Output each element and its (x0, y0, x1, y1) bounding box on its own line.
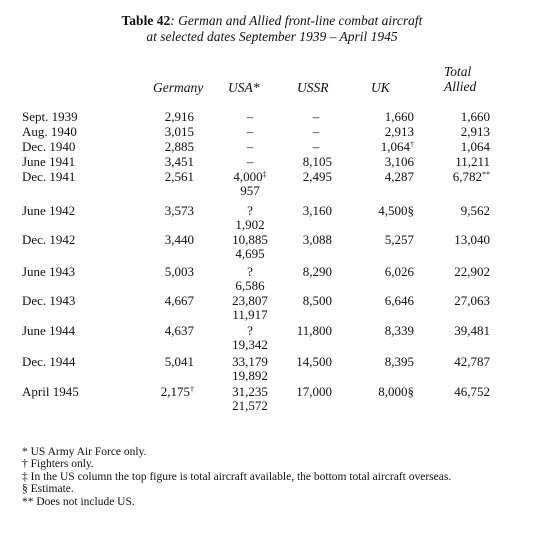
row-date (22, 265, 75, 278)
cell-usa-value: ? (247, 323, 253, 338)
cell-usa-value: ? (247, 264, 253, 279)
row-date-value: June 1942 (22, 203, 76, 218)
cell-uk (344, 155, 414, 168)
cell-uk-value: 2,913 (384, 124, 414, 139)
row-date-value: June 1941 (22, 154, 76, 169)
cell-uk-value: 1,064 (380, 139, 410, 154)
cell-uk (344, 324, 414, 337)
cell-total-footnote-mark: ** (482, 170, 490, 179)
cell-total (420, 140, 490, 153)
row-date-value: April 1945 (22, 384, 79, 399)
cell-germany (124, 265, 194, 278)
cell-total-value: 39,481 (454, 323, 490, 338)
cell-germany (124, 355, 194, 368)
cell-uk-value: 4,500§ (378, 203, 414, 218)
row-date-value: Dec. 1940 (22, 139, 76, 154)
cell-usa (210, 247, 290, 260)
cell-total-value: 11,211 (455, 154, 490, 169)
cell-uk (344, 125, 414, 138)
cell-ussr-value: – (312, 109, 320, 124)
cell-uk-value: 8,395 (384, 354, 414, 369)
cell-uk (344, 265, 414, 278)
row-date (22, 233, 75, 246)
cell-usa-footnote-mark: ‡ (262, 170, 267, 179)
cell-total (420, 170, 490, 183)
footnote-us-column: ‡ In the US column the top figure is total aircraft available, the bottom total aircraft overseas. (22, 470, 452, 483)
cell-germany-value: 5,041 (164, 354, 194, 369)
cell-uk (344, 233, 414, 246)
cell-total (420, 324, 490, 337)
row-date-value: Dec. 1944 (22, 354, 76, 369)
row-date (22, 125, 77, 138)
cell-germany-value: 3,015 (164, 124, 194, 139)
cell-usa (210, 369, 290, 382)
row-date (22, 385, 79, 398)
cell-ussr-value: 17,000 (296, 384, 332, 399)
row-date (22, 110, 78, 123)
row-date (22, 170, 75, 183)
cell-uk-value: 1,660 (384, 109, 414, 124)
cell-ussr-value: 8,500 (302, 293, 332, 308)
cell-usa (210, 279, 290, 292)
cell-ussr-value: 3,088 (302, 232, 332, 247)
cell-total-value: 46,752 (454, 384, 490, 399)
footnote-estimate: § Estimate. (22, 483, 74, 496)
cell-usa-value: – (246, 124, 254, 139)
cell-uk-value: 4,287 (384, 169, 414, 184)
cell-germany-value: 2,885 (164, 139, 194, 154)
cell-ussr-value: – (312, 124, 320, 139)
cell-uk (344, 140, 414, 153)
cell-germany (124, 385, 194, 398)
row-date-value: Dec. 1941 (22, 169, 76, 184)
cell-ussr (262, 294, 332, 307)
cell-germany (124, 324, 194, 337)
cell-ussr (262, 204, 332, 217)
cell-germany-value: 4,637 (164, 323, 194, 338)
cell-uk-value: 6,026 (384, 264, 414, 279)
header-usa: USA* (228, 80, 260, 95)
cell-total (420, 155, 490, 168)
row-date-value: Dec. 1942 (22, 232, 76, 247)
cell-ussr (296, 140, 336, 153)
cell-usa-value: 4,000 (233, 169, 263, 184)
cell-ussr-value: 3,160 (302, 203, 332, 218)
cell-usa-value: – (246, 139, 254, 154)
cell-germany-value: 3,573 (164, 203, 194, 218)
cell-usa-value: – (246, 154, 254, 169)
cell-usa (210, 399, 290, 412)
cell-usa (210, 140, 290, 153)
cell-germany (124, 170, 194, 183)
row-date-value: June 1944 (22, 323, 76, 338)
cell-uk (344, 170, 414, 183)
table-number: Table 42 (121, 13, 171, 28)
table-title-line2: at selected dates September 1939 – April 1945 (146, 29, 398, 44)
cell-uk-value: 8,339 (384, 323, 414, 338)
footnote-usaaf: * US Army Air Force only. (22, 446, 147, 458)
row-date-value: June 1943 (22, 264, 76, 279)
cell-total (420, 355, 490, 368)
cell-germany-value: 3,451 (164, 154, 194, 169)
cell-germany-value: 4,667 (164, 293, 194, 308)
row-date (22, 324, 75, 337)
cell-germany-value: 2,561 (164, 169, 194, 184)
cell-usa-value: 11,917 (232, 307, 268, 322)
cell-germany-value: 3,440 (164, 232, 194, 247)
cell-total-value: 22,902 (454, 264, 490, 279)
row-date (22, 140, 75, 153)
row-date (22, 204, 75, 217)
cell-uk-value: 8,000§ (378, 384, 414, 399)
cell-germany (124, 140, 194, 153)
row-date-value: Dec. 1943 (22, 293, 76, 308)
table-title-line1 (0, 13, 544, 28)
footnote-fighters: † Fighters only. (22, 458, 94, 471)
cell-usa-value: 21,572 (232, 398, 268, 413)
footnotes (22, 446, 451, 508)
cell-ussr-value: 8,290 (302, 264, 332, 279)
cell-ussr (262, 233, 332, 246)
cell-germany (124, 204, 194, 217)
cell-total (420, 294, 490, 307)
cell-total (420, 233, 490, 246)
cell-uk (344, 204, 414, 217)
cell-ussr (262, 324, 332, 337)
cell-usa-value: 1,902 (235, 217, 265, 232)
cell-total-value: 13,040 (454, 232, 490, 247)
cell-usa-value: 6,586 (235, 278, 265, 293)
header-uk: UK (371, 80, 390, 95)
cell-total-value: 1,660 (460, 109, 490, 124)
cell-ussr-value: 11,800 (296, 323, 332, 338)
cell-ussr-value: 2,495 (302, 169, 332, 184)
cell-ussr (262, 385, 332, 398)
footnote-not-us: ** Does not include US. (22, 495, 135, 508)
cell-total-value: 1,064 (460, 139, 490, 154)
cell-usa-value: ? (247, 203, 253, 218)
cell-germany (124, 125, 194, 138)
cell-ussr (262, 170, 332, 183)
header-total-line1: Total (444, 64, 472, 79)
cell-germany (124, 110, 194, 123)
row-date-value: Sept. 1939 (22, 109, 78, 124)
cell-usa (210, 218, 290, 231)
cell-total (420, 110, 490, 123)
cell-usa-value: 4,695 (235, 246, 265, 261)
cell-ussr (296, 125, 336, 138)
cell-total-value: 2,913 (460, 124, 490, 139)
row-date-value: Aug. 1940 (22, 124, 77, 139)
cell-ussr (262, 265, 332, 278)
cell-uk (344, 110, 414, 123)
cell-ussr-value: 14,500 (296, 354, 332, 369)
cell-germany (124, 233, 194, 246)
cell-ussr (262, 155, 332, 168)
cell-uk-value: 5,257 (384, 232, 414, 247)
cell-uk-footnote-mark: † (410, 140, 414, 149)
cell-germany-value: 2,175 (160, 384, 190, 399)
cell-usa-value: 957 (240, 183, 260, 198)
cell-usa (210, 308, 290, 321)
cell-total-value: 42,787 (454, 354, 490, 369)
cell-ussr (296, 110, 336, 123)
cell-germany (124, 294, 194, 307)
cell-usa (210, 184, 290, 197)
cell-usa-value: 10,885 (232, 232, 268, 247)
row-date (22, 355, 75, 368)
cell-usa-value: 19,892 (232, 368, 268, 383)
cell-total-value: 27,063 (454, 293, 490, 308)
cell-ussr (262, 355, 332, 368)
cell-ussr-value: 8,105 (302, 154, 332, 169)
cell-usa-value: – (246, 109, 254, 124)
cell-germany (124, 155, 194, 168)
cell-usa (210, 110, 290, 123)
cell-total (420, 125, 490, 138)
header-germany: Germany (153, 80, 204, 95)
cell-germany-value: 2,916 (164, 109, 194, 124)
cell-usa-value: 19,342 (232, 337, 268, 352)
cell-total (420, 204, 490, 217)
cell-uk (344, 294, 414, 307)
table-title-text: : German and Allied front-line combat aircraft (170, 13, 423, 28)
cell-usa (210, 338, 290, 351)
header-total-line2: Allied (444, 79, 477, 94)
cell-total (420, 385, 490, 398)
cell-germany-footnote-mark: † (190, 385, 194, 394)
cell-uk (344, 385, 414, 398)
cell-total (420, 265, 490, 278)
cell-usa-value: 31,235 (232, 384, 268, 399)
cell-germany-value: 5,003 (164, 264, 194, 279)
header-ussr: USSR (297, 80, 329, 95)
cell-usa-value: 23,807 (232, 293, 268, 308)
cell-total-value: 6,782 (452, 169, 482, 184)
cell-total-value: 9,562 (460, 203, 490, 218)
row-date (22, 155, 75, 168)
cell-uk-value: 3,106 (384, 154, 414, 169)
row-date (22, 294, 75, 307)
cell-usa-value: 33,179 (232, 354, 268, 369)
cell-ussr-value: – (312, 139, 320, 154)
cell-uk (344, 355, 414, 368)
cell-usa (210, 125, 290, 138)
cell-uk-value: 6,646 (384, 293, 414, 308)
